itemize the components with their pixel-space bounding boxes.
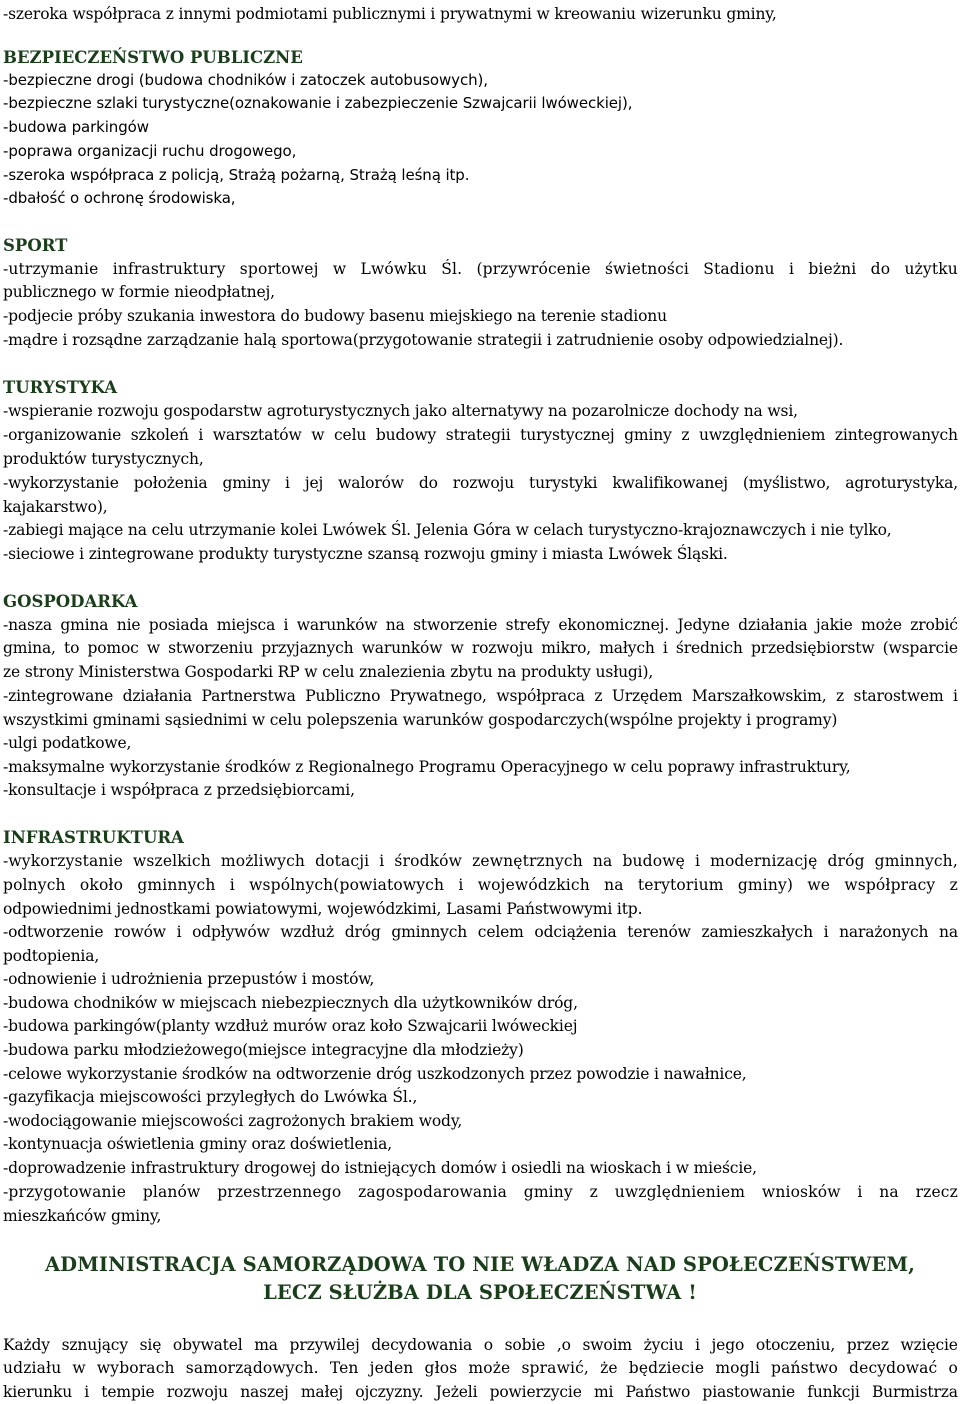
text-line: ze strony Ministerstwa Gospodarki RP w celu znalezienia zbytu na produkty usługi), <box>3 663 654 681</box>
word: Lwówku <box>360 260 427 278</box>
word: bieżni <box>808 260 857 278</box>
text-line <box>3 850 958 873</box>
word: około <box>79 876 124 894</box>
word: przyjaznych <box>261 639 354 657</box>
word: strefy <box>505 616 550 634</box>
word: gmina <box>60 616 109 634</box>
word: -nasza <box>3 616 52 634</box>
word: warunków <box>361 639 443 657</box>
word: i <box>823 923 829 941</box>
word: celu <box>334 426 367 444</box>
word: polnych <box>3 876 66 894</box>
word: z <box>836 687 845 705</box>
word: zamieszkałych <box>701 923 813 941</box>
text-line: -budowa chodników w miejscach niebezpiecznych dla użytkowników dróg, <box>3 994 578 1012</box>
slogan-line-2: LECZ SŁUŻBA DLA SPOŁECZEŃSTWA ! <box>263 1281 697 1304</box>
text-line: -mądre i rozsądne zarządzanie halą sportowa(przygotowanie strategii i zatrudnienie osoby odpowiedzialnej). <box>3 331 844 349</box>
word: małej <box>300 1383 344 1401</box>
word: wojewódzkich <box>477 876 590 894</box>
word: -utrzymanie <box>3 260 99 278</box>
word: gminy) <box>737 876 794 894</box>
word: ma <box>254 1336 278 1354</box>
word: współpracy <box>844 876 936 894</box>
word: to <box>64 639 80 657</box>
text-line <box>3 1381 958 1404</box>
word: (przywrócenie <box>476 260 591 278</box>
word: -odtworzenie <box>3 923 104 941</box>
word: zintegrowanych <box>834 426 958 444</box>
text-line <box>3 424 958 447</box>
word: warunków <box>296 616 378 634</box>
text-line: -budowa parkingów <box>3 118 149 136</box>
word: mikro, <box>541 639 592 657</box>
word: w <box>332 260 347 278</box>
text-line: mieszkańców gminy, <box>3 1207 162 1225</box>
word: przestrzennego <box>217 1183 342 1201</box>
word: małych <box>599 639 655 657</box>
word: budowę <box>622 852 685 870</box>
word: piastowanie <box>702 1383 796 1401</box>
text-line <box>3 921 958 944</box>
word: gminy <box>222 474 271 492</box>
word: jej <box>304 474 324 492</box>
word: we <box>807 876 831 894</box>
word: wzięcie <box>900 1336 958 1354</box>
word: w <box>311 426 325 444</box>
word: (myślistwo, <box>742 474 831 492</box>
word: stworzeniu <box>168 639 254 657</box>
word: gminnych <box>137 876 216 894</box>
word: średnich <box>675 639 743 657</box>
text-line <box>3 685 958 708</box>
word: środków <box>394 852 463 870</box>
text-line: -odnowienie i udrożnienia przepustów i mostów, <box>3 970 375 988</box>
text-line <box>3 1181 958 1204</box>
word: rozwoju <box>166 1383 229 1401</box>
word: gminy <box>624 426 672 444</box>
word: i <box>84 1383 90 1401</box>
word: powierzycie <box>489 1383 582 1401</box>
word: terenów <box>627 923 691 941</box>
word: o <box>483 1336 493 1354</box>
text-line: -wodociągowanie miejscowości zagrożonych brakiem wody, <box>3 1112 463 1130</box>
word: Publiczno <box>305 687 381 705</box>
word: i <box>283 616 289 634</box>
word: walorów <box>338 474 404 492</box>
text-line <box>3 637 958 660</box>
word: przez <box>846 1336 889 1354</box>
word: że <box>600 1359 618 1377</box>
word: sprawić, <box>521 1359 589 1377</box>
word: jeden <box>369 1359 414 1377</box>
word: zagospodarowania <box>358 1183 507 1201</box>
word: państwo <box>771 1359 838 1377</box>
word: ekonomicznej. <box>558 616 670 634</box>
text-line: -poprawa organizacji ruchu drogowego, <box>3 142 297 160</box>
word: gminnych <box>391 923 468 941</box>
text-line: -bezpieczne drogi (budowa chodników i zatoczek autobusowych), <box>3 71 488 89</box>
word: świetności <box>604 260 689 278</box>
word: obywatel <box>172 1336 243 1354</box>
word: tempie <box>101 1383 155 1401</box>
word: sportowej <box>239 260 319 278</box>
word: w <box>72 1359 86 1377</box>
word: jego <box>711 1336 745 1354</box>
word: decydowania <box>371 1336 473 1354</box>
word: sznujący <box>61 1336 128 1354</box>
word: szkoleń <box>130 426 189 444</box>
text-line: -szeroka współpraca z policją, Strażą pożarną, Strażą leśną itp. <box>3 166 470 184</box>
word: posiada <box>148 616 209 634</box>
word: gmina, <box>3 639 56 657</box>
word: wniosków <box>761 1183 841 1201</box>
word: jakie <box>815 616 853 634</box>
word: i <box>662 639 668 657</box>
section-heading-gospodarka: GOSPODARKA <box>3 592 138 611</box>
text-line <box>3 1357 958 1380</box>
word: o <box>948 1359 958 1377</box>
word: głos <box>424 1359 458 1377</box>
word: turystycznej <box>520 426 615 444</box>
text-line: -podjecie próby szukania inwestora do budowy basenu miejskiego na terenie stadionu <box>3 307 667 325</box>
word: może <box>468 1359 511 1377</box>
word: zewnętrznych <box>472 852 583 870</box>
word: rzecz <box>915 1183 958 1201</box>
word: użytku <box>904 260 958 278</box>
word: wszelkich <box>132 852 211 870</box>
word: gminy <box>523 1183 573 1201</box>
word: i <box>198 426 204 444</box>
word: terytorium <box>637 876 724 894</box>
text-line: -celowe wykorzystanie środków na odtworzenie dróg uszkodzonych przez powodzie i nawałnice, <box>3 1065 747 1083</box>
word: przedsiębiorstw <box>750 639 875 657</box>
text-line: -sieciowe i zintegrowane produkty turystyczne szansą rozwoju gminy i miasta Lwówek Śląski. <box>3 545 728 563</box>
section-heading-bezpieczenstwo: BEZPIECZEŃSTWO PUBLICZNE <box>3 48 303 67</box>
text-line <box>3 1334 958 1357</box>
word: Prywatnego, <box>389 687 487 705</box>
word: współpraca <box>496 687 585 705</box>
word: decydować <box>849 1359 938 1377</box>
word: Ten <box>329 1359 359 1377</box>
word: miejsca <box>216 616 276 634</box>
word: rozwoju <box>471 639 534 657</box>
word: i <box>379 852 385 870</box>
word: odpływów <box>192 923 270 941</box>
word: -przygotowanie <box>3 1183 127 1201</box>
text-line: kajakarstwo), <box>3 498 108 516</box>
word: na <box>879 1183 899 1201</box>
word: dróg <box>827 852 865 870</box>
word: Państwo <box>625 1383 691 1401</box>
word: infrastruktury <box>112 260 226 278</box>
text-line <box>3 874 958 897</box>
word: swoim <box>582 1336 632 1354</box>
word: budowy <box>375 426 437 444</box>
word: planów <box>142 1183 201 1201</box>
text-line: -ulgi podatkowe, <box>3 734 132 752</box>
word: naszej <box>240 1383 289 1401</box>
text-line: -wspieranie rozwoju gospodarstw agroturystycznych jako alternatywy na pozarolnicze dochody na wsi, <box>3 402 798 420</box>
word: nie <box>116 616 141 634</box>
word: turystyki <box>529 474 598 492</box>
word: w <box>146 639 160 657</box>
word: Każdy <box>3 1336 50 1354</box>
word: zrobić <box>910 616 958 634</box>
word: pomoc <box>87 639 139 657</box>
word: do <box>418 474 438 492</box>
word: położenia <box>133 474 208 492</box>
word: strategii <box>445 426 511 444</box>
text-line <box>3 258 958 281</box>
slogan-line-1: ADMINISTRACJA SAMORZĄDOWA TO NIE WŁADZA NAD SPOŁECZEŃSTWEM, <box>44 1253 916 1276</box>
word: samorządowych. <box>185 1359 319 1377</box>
word: dróg <box>344 923 381 941</box>
text-line: -szeroka współpraca z innymi podmiotami publicznymi i prywatnymi w kreowaniu wizerunku gminy, <box>3 5 777 23</box>
word: z <box>681 426 690 444</box>
word: celem <box>477 923 524 941</box>
word: na <box>592 852 613 870</box>
word: -wykorzystanie <box>3 852 123 870</box>
word: stworzenie <box>413 616 498 634</box>
word: -organizowanie <box>3 426 122 444</box>
section-heading-turystyka: TURYSTYKA <box>3 378 118 397</box>
word: uwzględnieniem <box>614 1183 746 1201</box>
word: i <box>953 687 958 705</box>
word: i <box>229 876 235 894</box>
word: i <box>857 1183 863 1201</box>
text-line: -doprowadzenie infrastruktury drogowej do istniejących domów i osiedli na wioskach i w mieście, <box>3 1159 757 1177</box>
word: ojczyzny. <box>355 1383 424 1401</box>
text-line: -konsultacje i współpraca z przedsiębiorcami, <box>3 781 355 799</box>
word: funkcji <box>807 1383 860 1401</box>
word: możliwych <box>220 852 306 870</box>
word: do <box>870 260 891 278</box>
word: rozwoju <box>452 474 515 492</box>
word: modernizację <box>710 852 818 870</box>
text-line: -budowa parkingów(planty wzdłuż murów oraz koło Szwajcarii lwóweckiej <box>3 1017 578 1035</box>
word: uwzględnieniem <box>699 426 826 444</box>
text-line: publicznego w formie nieodpłatnej, <box>3 283 275 301</box>
word: ,o <box>556 1336 571 1354</box>
word: może <box>861 616 902 634</box>
word: Marszałkowskim, <box>691 687 827 705</box>
text-line: wszystkimi gminami sąsiednimi w celu polepszenia warunków gospodarczych(wspólne projekty i programy) <box>3 711 838 729</box>
word: z <box>594 687 603 705</box>
word: i <box>458 876 464 894</box>
word: na <box>604 876 624 894</box>
text-line: podtopienia, <box>3 947 100 965</box>
text-line: -dbałość o ochronę środowiska, <box>3 189 236 207</box>
word: i <box>695 1336 700 1354</box>
section-heading-sport: SPORT <box>3 236 68 255</box>
word: się <box>139 1336 162 1354</box>
word: i <box>788 260 795 278</box>
text-line: -gazyfikacja miejscowości przyległych do Lwówka Śl., <box>3 1088 418 1106</box>
word: -zintegrowane <box>3 687 114 705</box>
text-line: -kontynuacja oświetlenia gminy oraz doświetlenia, <box>3 1135 392 1153</box>
word: w <box>450 639 464 657</box>
word: gminnych, <box>874 852 958 870</box>
word: -wykorzystanie <box>3 474 119 492</box>
text-line: produktów turystycznych, <box>3 450 204 468</box>
word: wyborach <box>96 1359 175 1377</box>
word: będziecie <box>628 1359 705 1377</box>
word: rowów <box>114 923 166 941</box>
word: Śl. <box>441 260 463 278</box>
word: udziału <box>3 1359 62 1377</box>
text-line: -maksymalne wykorzystanie środków z Regionalnego Programu Operacyjnego w celu poprawy infrastruktury, <box>3 758 851 776</box>
word: kierunku <box>3 1383 73 1401</box>
word: Jedyne <box>677 616 730 634</box>
word: wspólnych(powiatowych <box>249 876 445 894</box>
text-line: -bezpieczne szlaki turystyczne(oznakowanie i zabezpieczenie Szwajcarii lwóweckiej), <box>3 94 633 112</box>
word: narażonych <box>839 923 929 941</box>
text-line <box>3 614 958 637</box>
word: Partnerstwa <box>201 687 296 705</box>
word: starostwem <box>853 687 944 705</box>
word: i <box>176 923 182 941</box>
word: działania <box>738 616 808 634</box>
word: warsztatów <box>212 426 302 444</box>
word: Jeżeli <box>435 1383 478 1401</box>
word: Urzędem <box>611 687 683 705</box>
word: z <box>589 1183 598 1201</box>
word: odciążenia <box>534 923 617 941</box>
word: na <box>385 616 405 634</box>
word: dotacji <box>315 852 370 870</box>
word: na <box>939 923 958 941</box>
word: i <box>694 852 701 870</box>
word: Stadionu <box>703 260 775 278</box>
word: sobie <box>504 1336 546 1354</box>
section-heading-infrastruktura: INFRASTRUKTURA <box>3 828 184 847</box>
word: z <box>949 876 958 894</box>
word: (wsparcie <box>882 639 958 657</box>
text-line: odpowiednimi jednostkami powiatowymi, wojewódzkimi, Lasami Państwowymi itp. <box>3 900 643 918</box>
word: i <box>285 474 290 492</box>
word: agroturystyka, <box>845 474 958 492</box>
word: mi <box>593 1383 614 1401</box>
word: wzdłuż <box>280 923 335 941</box>
word: działania <box>122 687 193 705</box>
word: życiu <box>643 1336 684 1354</box>
word: mogli <box>715 1359 760 1377</box>
word: kwalifikowanej <box>612 474 728 492</box>
word: przywilej <box>289 1336 360 1354</box>
text-line: -budowa parku młodzieżowego(miejsce integracyjne dla młodzieży) <box>3 1041 524 1059</box>
word: otoczeniu, <box>755 1336 836 1354</box>
text-line: -zabiegi mające na celu utrzymanie kolei Lwówek Śl. Jelenia Góra w celach turystyczno-krajoznawczych i nie tylko, <box>3 521 892 539</box>
text-line <box>3 472 958 495</box>
word: Burmistrza <box>871 1383 958 1401</box>
